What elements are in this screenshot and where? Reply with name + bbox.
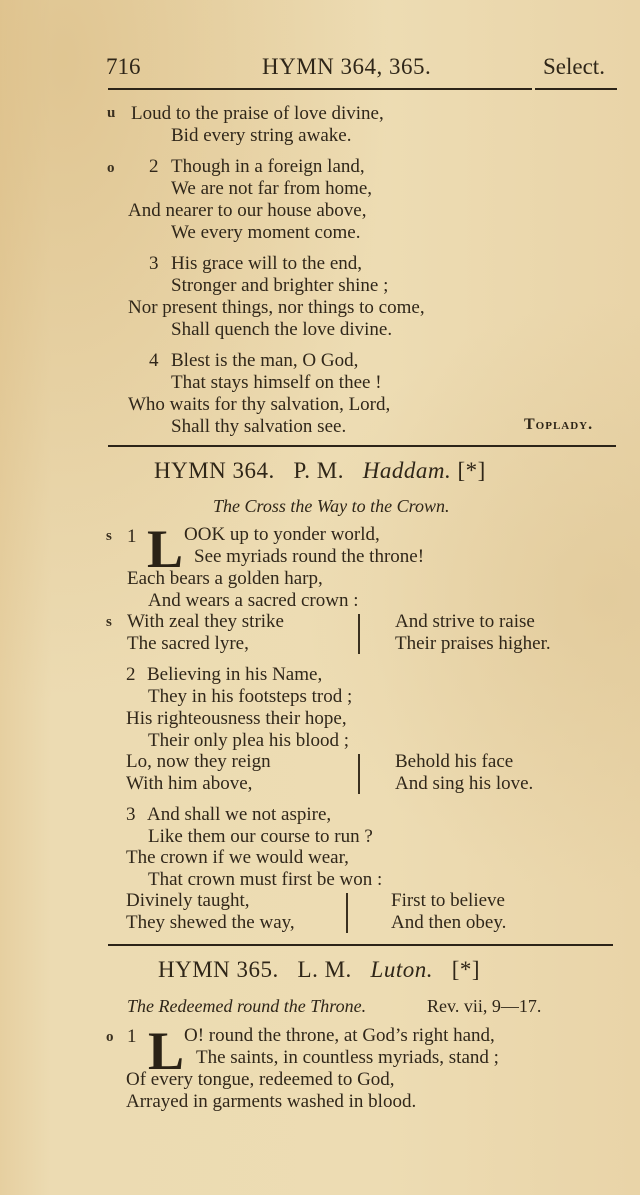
verse-line-right: And sing his love. bbox=[395, 773, 534, 794]
hymn-364-subtitle: The Cross the Way to the Crown. bbox=[213, 496, 450, 516]
hymn-364-title bbox=[154, 458, 486, 484]
section-label: Select. bbox=[543, 54, 605, 79]
section-divider bbox=[108, 944, 613, 946]
hymn-tune: Luton. bbox=[370, 957, 433, 982]
verse-line: See myriads round the throne! bbox=[194, 546, 425, 567]
verse-line: OOK up to yonder world, bbox=[184, 524, 380, 545]
stanza-number: 4 bbox=[149, 350, 159, 371]
verse-line: And nearer to our house above, bbox=[128, 200, 367, 221]
scripture-reference: Rev. vii, 9—17. bbox=[427, 996, 542, 1016]
verse-line-right: First to believe bbox=[391, 890, 505, 911]
verse-line-left: Divinely taught, bbox=[126, 890, 250, 911]
verse-line: They in his footsteps trod ; bbox=[148, 686, 353, 707]
header-rule bbox=[108, 88, 532, 90]
column-divider bbox=[346, 893, 348, 933]
verse-line-left: They shewed the way, bbox=[126, 912, 295, 933]
verse-line-right: Behold his face bbox=[395, 751, 514, 772]
dynamics-mark: o bbox=[107, 160, 115, 176]
verse-line: Nor present things, nor things to come, bbox=[128, 297, 425, 318]
dynamics-mark: s bbox=[106, 614, 112, 630]
drop-cap: L bbox=[147, 519, 184, 579]
verse-line: Shall quench the love divine. bbox=[171, 319, 393, 340]
verse-line: O! round the throne, at God’s right hand, bbox=[184, 1025, 495, 1046]
verse-line: And shall we not aspire, bbox=[147, 804, 332, 825]
dynamics-mark: u bbox=[107, 105, 116, 121]
verse-line: Believing in his Name, bbox=[147, 664, 323, 685]
verse-line-left: With him above, bbox=[126, 773, 253, 794]
verse-line: Like them our course to run ? bbox=[148, 826, 373, 847]
header-rule-short bbox=[535, 88, 617, 90]
page-number: 716 bbox=[106, 54, 141, 79]
hymn-365-title bbox=[158, 957, 480, 983]
verse-line: The crown if we would wear, bbox=[126, 847, 349, 868]
hymn-365-subtitle: The Redeemed round the Throne. bbox=[127, 996, 367, 1016]
verse-line: Blest is the man, O God, bbox=[171, 350, 359, 371]
hymn-tune: Haddam. bbox=[362, 458, 452, 483]
verse-line: Though in a foreign land, bbox=[171, 156, 365, 177]
verse-line-right: And strive to raise bbox=[395, 611, 535, 632]
column-divider bbox=[358, 614, 360, 654]
verse-line-left: The sacred lyre, bbox=[127, 633, 249, 654]
verse-line: Stronger and brighter shine ; bbox=[171, 275, 389, 296]
author-attribution: Toplady. bbox=[524, 416, 594, 433]
stanza-number: 2 bbox=[126, 664, 136, 685]
verse-line: Arrayed in garments washed in blood. bbox=[126, 1091, 417, 1112]
stanza-number: 1 bbox=[127, 1026, 137, 1047]
hymn-meter: P. M. bbox=[293, 458, 344, 483]
hymn-flag: [*] bbox=[457, 458, 486, 483]
verse-line: We every moment come. bbox=[171, 222, 361, 243]
column-divider bbox=[358, 754, 360, 794]
verse-line: Each bears a golden harp, bbox=[127, 568, 323, 589]
drop-cap: L bbox=[148, 1021, 185, 1081]
verse-line: Of every tongue, redeemed to God, bbox=[126, 1069, 395, 1090]
stanza-number: 3 bbox=[126, 804, 136, 825]
dynamics-mark: o bbox=[106, 1029, 114, 1045]
running-title: HYMN 364, 365. bbox=[262, 54, 432, 79]
verse-line: We are not far from home, bbox=[171, 178, 373, 199]
verse-line: Shall thy salvation see. bbox=[171, 416, 347, 437]
stanza-number: 2 bbox=[149, 156, 159, 177]
verse-line: And wears a sacred crown : bbox=[148, 590, 359, 611]
dynamics-mark: s bbox=[106, 528, 112, 544]
stanza-number: 3 bbox=[149, 253, 159, 274]
verse-line-right: Their praises higher. bbox=[395, 633, 551, 654]
verse-line: His righteousness their hope, bbox=[126, 708, 347, 729]
verse-line: His grace will to the end, bbox=[171, 253, 363, 274]
hymn-meter: L. M. bbox=[297, 957, 352, 982]
hymn-number: HYMN 364. bbox=[154, 458, 275, 483]
verse-line: That crown must first be won : bbox=[148, 869, 383, 890]
verse-line: Loud to the praise of love divine, bbox=[131, 103, 384, 124]
verse-line: Their only plea his blood ; bbox=[148, 730, 350, 751]
verse-line-left: Lo, now they reign bbox=[126, 751, 271, 772]
verse-line-right: And then obey. bbox=[391, 912, 507, 933]
verse-line: That stays himself on thee ! bbox=[171, 372, 382, 393]
hymn-number: HYMN 365. bbox=[158, 957, 279, 982]
verse-line: Bid every string awake. bbox=[171, 125, 352, 146]
verse-line: Who waits for thy salvation, Lord, bbox=[128, 394, 391, 415]
hymn-flag: [*] bbox=[451, 957, 481, 982]
stanza-number: 1 bbox=[127, 526, 137, 547]
verse-line-left: With zeal they strike bbox=[127, 611, 284, 632]
verse-line: The saints, in countless myriads, stand ; bbox=[196, 1047, 499, 1068]
section-divider bbox=[108, 445, 616, 447]
